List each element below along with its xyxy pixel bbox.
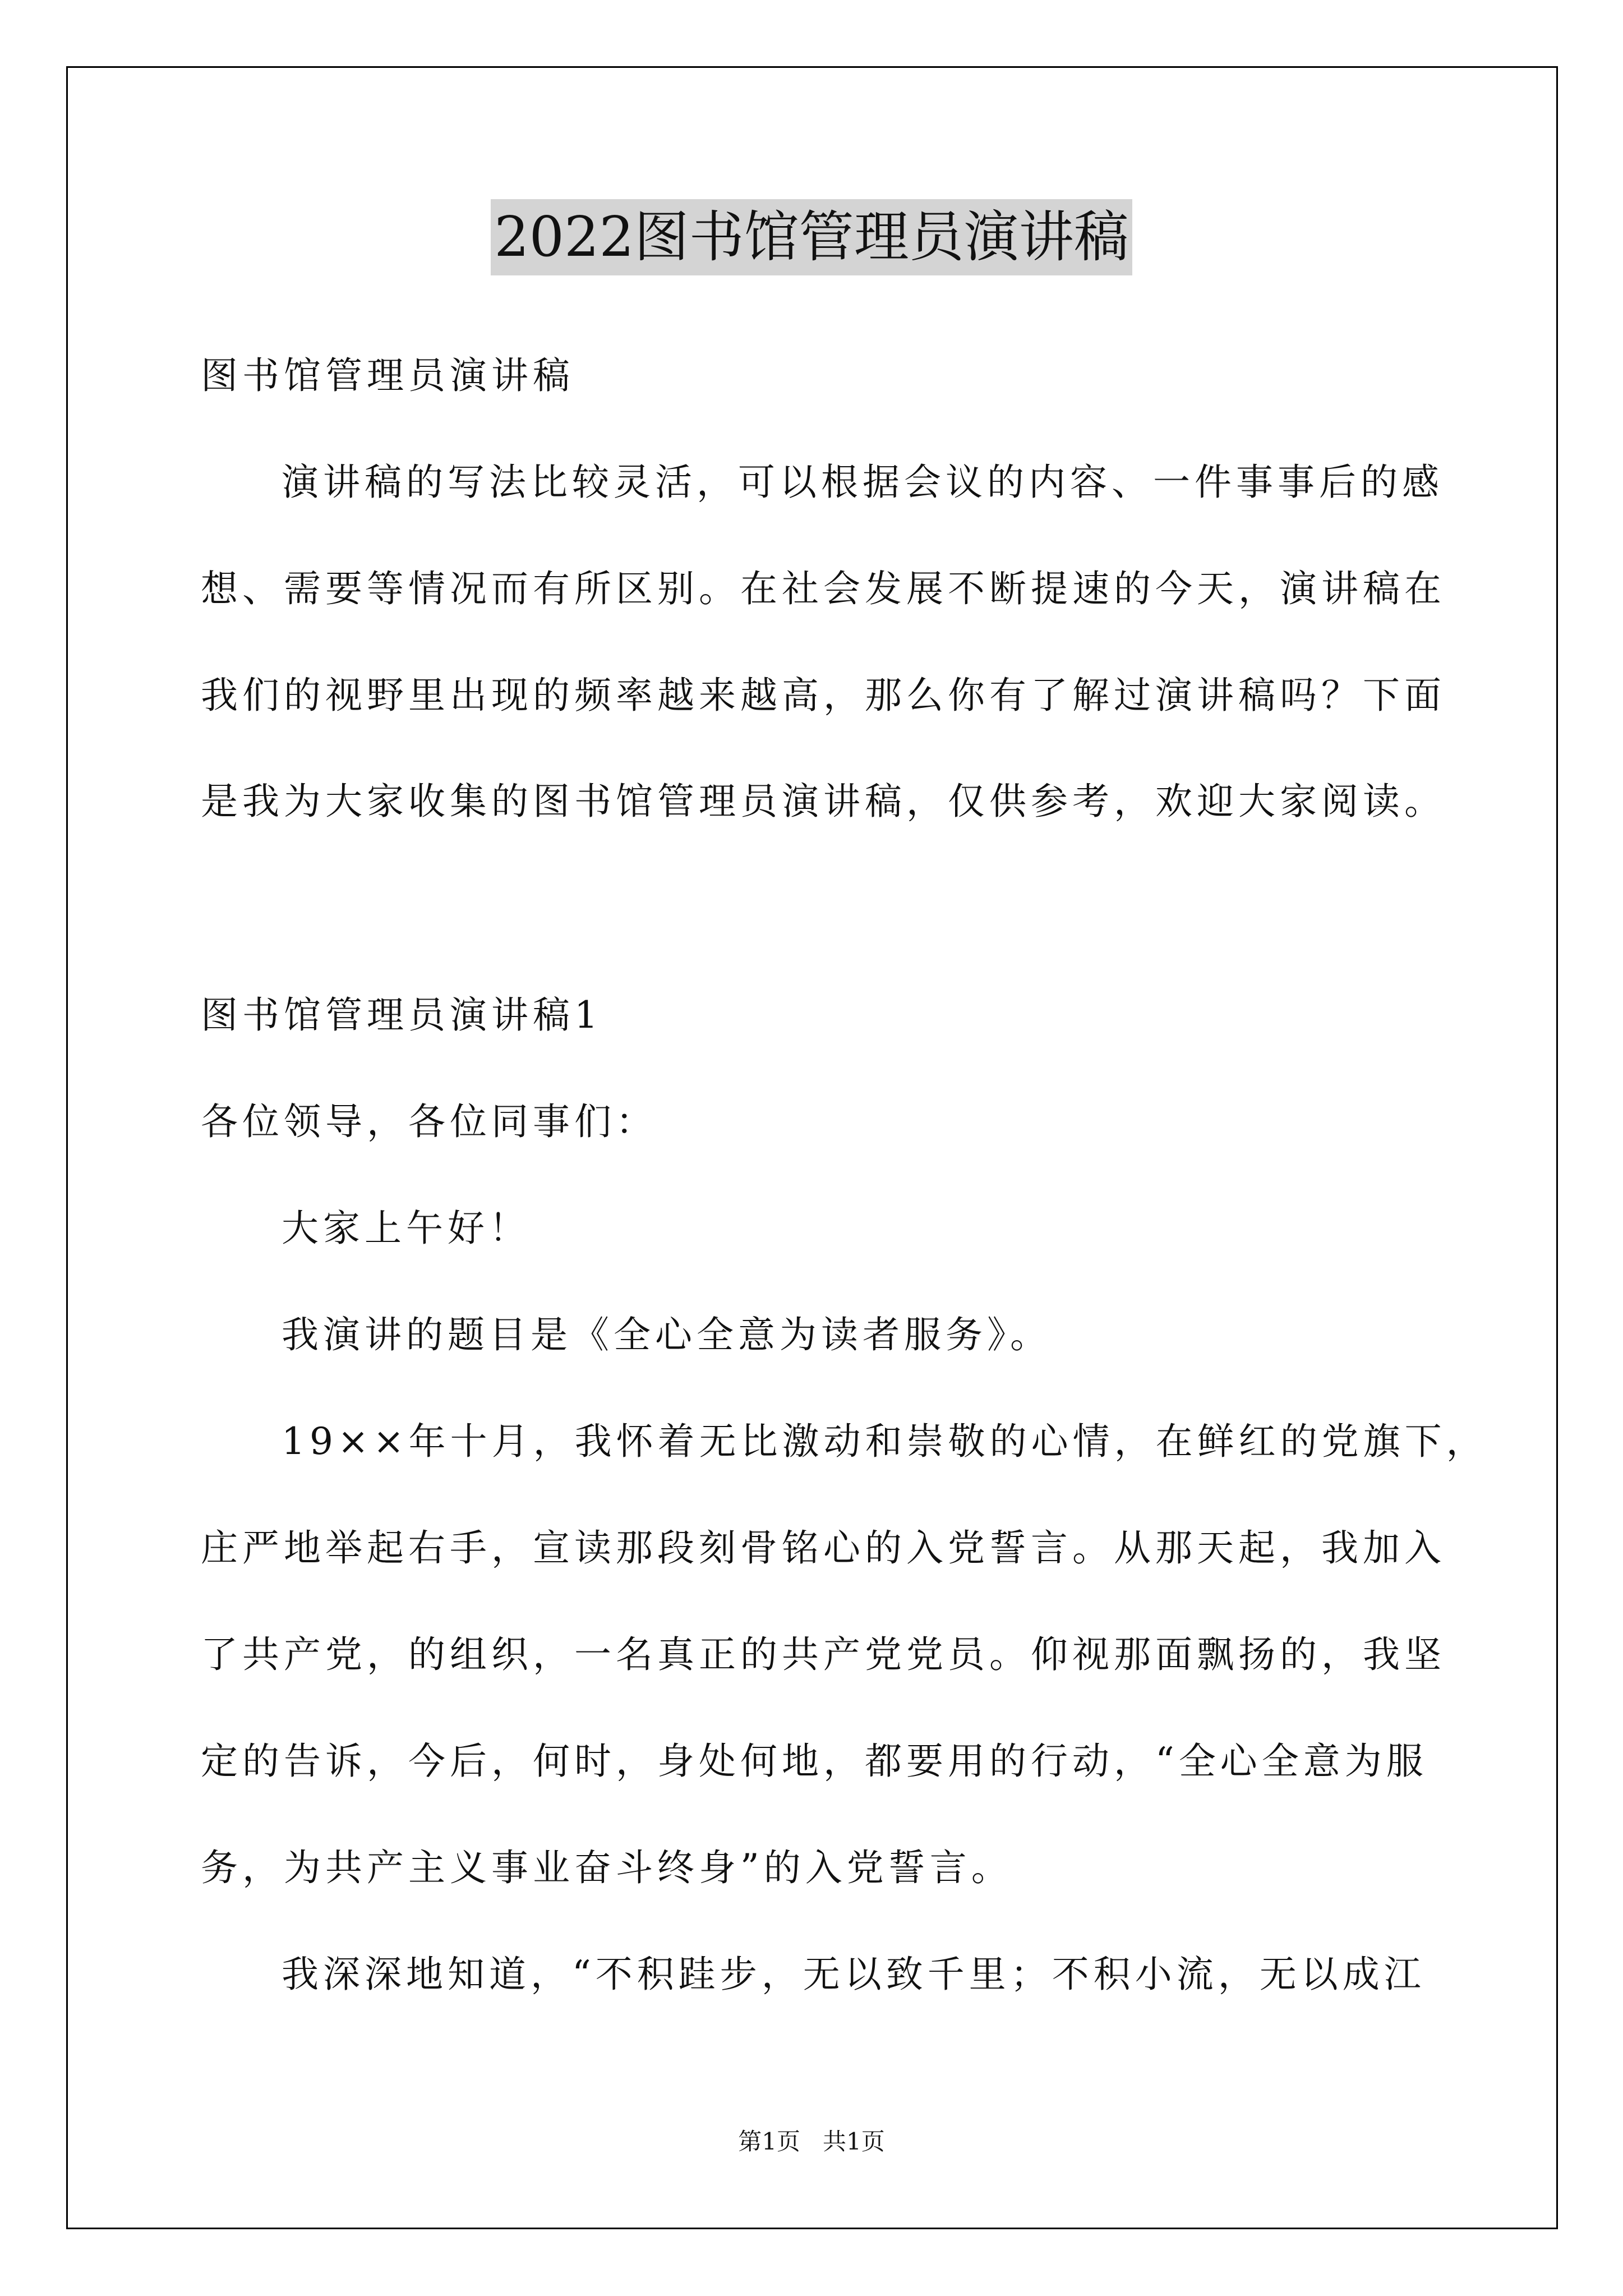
section-heading: 图书馆管理员演讲稿 [201,354,574,397]
salutation: 各位领导，各位同事们： [201,1100,657,1143]
section-heading: 图书馆管理员演讲稿1 [201,993,602,1037]
paragraph-line: 演讲稿的写法比较灵活，可以根据会议的内容、一件事事后的感 [282,461,1444,504]
paragraph-line: 务，为共产主义事业奋斗终身”的入党誓言。 [201,1846,1013,1889]
document-title: 2022图书馆管理员演讲稿 [491,199,1132,275]
greeting: 大家上午好！ [282,1207,531,1250]
paragraph-line: 19××年十月，我怀着无比激动和崇敬的心情，在鲜红的党旗下， [282,1420,1488,1463]
paragraph-line: 是我为大家收集的图书馆管理员演讲稿，仅供参考，欢迎大家阅读。 [201,780,1446,823]
paragraph-line: 我深深地知道，“不积跬步，无以致千里；不积小流，无以成江 [282,1953,1426,1996]
paragraph-line: 定的告诉，今后，何时，身处何地，都要用的行动，“全心全意为服 [201,1740,1428,1783]
paragraph-line: 我演讲的题目是《全心全意为读者服务》。 [282,1313,1052,1356]
paragraph-line: 我们的视野里出现的频率越来越高，那么你有了解过演讲稿吗？下面 [201,674,1446,717]
page-footer: 第1页 共1页 [738,2128,885,2155]
paragraph-line: 庄严地举起右手，宣读那段刻骨铭心的入党誓言。从那天起，我加入 [201,1526,1446,1570]
title-container [0,199,1623,275]
paragraph-line: 想、需要等情况而有所区别。在社会发展不断提速的今天，演讲稿在 [201,567,1446,610]
paragraph-line: 了共产党，的组织，一名真正的共产党党员。仰视那面飘扬的，我坚 [201,1633,1446,1676]
